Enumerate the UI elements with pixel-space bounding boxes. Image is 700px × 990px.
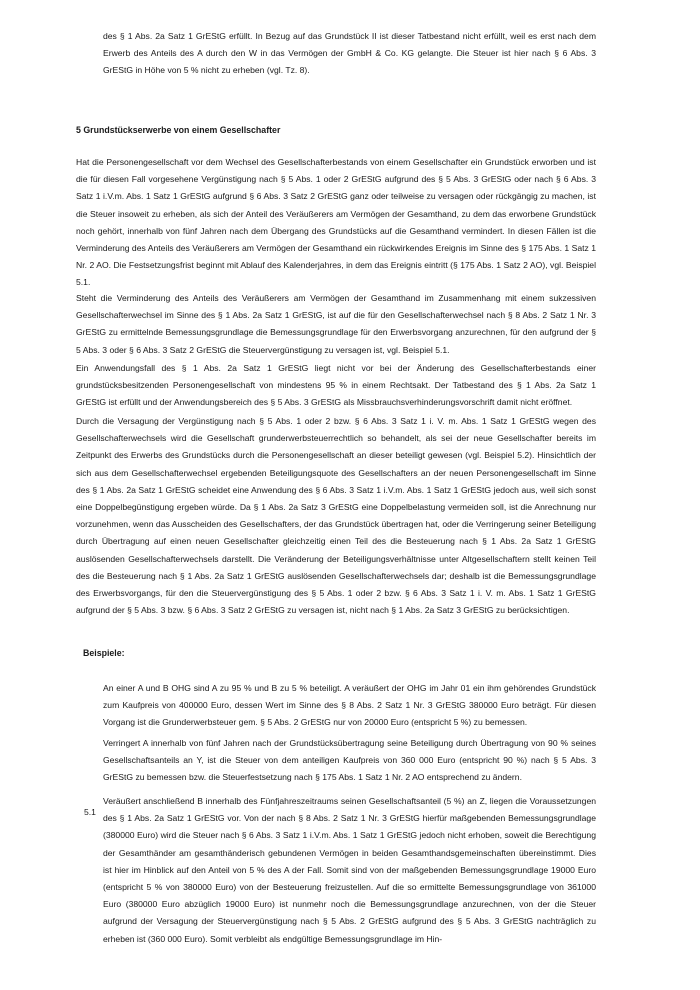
body-paragraph-3: Ein Anwendungsfall des § 1 Abs. 2a Satz 1 GrEStG liegt nicht vor bei der Änderung des Gesellschafterbestands einer grundstücksbesitzenden Personengesellschaft von mindestens 95 % in einem Rechtsakt. Der Tatbestand des § 1 Abs. 2a Satz 1 GrEStG ist erfüllt und der Anwendungsbereich des § 5 Abs. 3 GrEStG als Missbrauchsverhinderungsvorschrift damit nicht eröffnet.	[76, 363, 596, 408]
margin-number: 5.1	[84, 807, 96, 817]
examples-heading: Beispiele:	[83, 648, 125, 658]
section-heading: 5 Grundstückserwerbe von einem Gesellschafter	[76, 125, 281, 135]
example-paragraph-2: Verringert A innerhalb von fünf Jahren nach der Grundstücksübertragung seine Beteiligung durch Übertragung von 90 % seines Gesellschaftsanteils an Y, ist die Steuer von dem anteiligen Kaufpreis von 360 000 Euro (entspricht 90 %) nach § 5 Abs. 3 GrEStG zu bemessen bzw. die Steuerfestsetzung nach § 175 Abs. 1 Satz 1 Nr. 2 AO entsprechend zu ändern.	[103, 738, 596, 783]
example-paragraph-3: Veräußert anschließend B innerhalb des Fünfjahreszeitraums seinen Gesellschaftsanteil (5 %) an Z, liegen die Voraussetzungen des § 1 Abs. 2a Satz 1 GrEStG vor. Von der nach § 8 Abs. 2 Satz 1 Nr. 3 GrEStG hierfür maßgebenden Bemessungsgrundlage (380000 Euro) wird die Steuer nach § 6 Abs. 3 Satz 1 i.V.m. Abs. 1 Satz 1 GrEStG jedoch nicht erhoben, soweit die Berechtigung der Gesamthänder am gesamthänderisch gebundenen Vermögen in beiden Gesamthandsgemeinschaften übereinstimmt. Dies ist hier im Hinblick auf den Anteil von 5 % des A der Fall. Somit sind von der maßgebenden Bemessungsgrundlage 19000 Euro (entspricht 5 % von 380000 Euro) von der Besteuerung freizustellen. Auf die so ermittelte Bemessungsgrundlage von 361000 Euro (380000 Euro abzüglich 19000 Euro) ist nunmehr noch die Bemessungsgrundlage anzurechnen, von der die Steuer aufgrund der Versagung der Steuervergünstigung nach § 5 Abs. 2 GrEStG aufgrund des § 5 Abs. 3 GrEStG nachträglich zu erheben ist (360 000 Euro). Somit verbleibt als endgültige Bemessungsgrundlage im Hin-	[103, 796, 596, 944]
body-paragraph-2: Steht die Verminderung des Anteils des Veräußerers am Vermögen der Gesamthand im Zusammenhang mit einem sukzessiven Gesellschafterwechsel im Sinne des § 1 Abs. 2a Satz 1 GrEStG, ist auf die für den Gesellschafterwechsel nach § 8 Abs. 2 Satz 1 Nr. 3 GrEStG zu ermittelnde Bemessungsgrundlage die Bemessungsgrundlage für den Erwerbsvorgang anzurechnen, für den aufgrund der § 5 Abs. 3 oder § 6 Abs. 3 Satz 2 GrEStG die Steuervergünstigung zu versagen ist, vgl. Beispiel 5.1.	[76, 293, 596, 355]
example-paragraph-1: An einer A und B OHG sind A zu 95 % und B zu 5 % beteiligt. A veräußert der OHG im Jahr 01 ein ihm gehörendes Grundstück zum Kaufpreis von 400000 Euro, dessen Wert im Sinne des § 8 Abs. 2 Satz 1 Nr. 3 GrEStG 380000 Euro beträgt. Für diesen Vorgang ist die Grunderwerbsteuer gem. § 5 Abs. 2 GrEStG nur von 20000 Euro (entspricht 5 %) zu bemessen.	[103, 683, 596, 728]
intro-paragraph: des § 1 Abs. 2a Satz 1 GrEStG erfüllt. In Bezug auf das Grundstück II ist dieser Tatbestand nicht erfüllt, weil es erst nach dem Erwerb des Anteils des A durch den W in das Vermögen der GmbH & Co. KG gelangte. Die Steuer ist hier nach § 6 Abs. 3 GrEStG in Höhe von 5 % nicht zu erheben (vgl. Tz. 8).	[103, 31, 596, 76]
body-paragraph-1: Hat die Personengesellschaft vor dem Wechsel des Gesellschafterbestands von einem Gesellschafter ein Grundstück erworben und ist die für diesen Fall vorgesehene Vergünstigung nach § 5 Abs. 1 oder 2 GrEStG aufgrund des § 5 Abs. 3 GrEStG oder nach § 6 Abs. 3 Satz 1 i.V.m. Abs. 1 Satz 1 GrEStG aufgrund § 6 Abs. 3 Satz 2 GrEStG ganz oder teilweise zu versagen oder rückgängig zu machen, ist die Steuer insoweit zu erheben, als sich der Anteil des Veräußerers am Vermögen der Gesamthand, zu dem das erworbene Grundstück noch gehört, innerhalb von fünf Jahren nach dem Übergang des Grundstücks auf die Gesamthand vermindert. In diesen Fällen ist die Verminderung des Anteils des Veräußerers am Vermögen der Gesamthand ein rückwirkendes Ereignis im Sinne des § 175 Abs. 1 Satz 1 Nr. 2 AO. Die Festsetzungsfrist beginnt mit Ablauf des Kalenderjahres, in dem das Ereignis eintritt (§ 175 Abs. 1 Satz 2 AO), vgl. Beispiel 5.1.	[76, 157, 596, 288]
body-paragraph-4: Durch die Versagung der Vergünstigung nach § 5 Abs. 1 oder 2 bzw. § 6 Abs. 3 Satz 1 i. V. m. Abs. 1 Satz 1 GrEStG wegen des Gesellschafterwechsels wird die Gesellschaft grunderwerbsteuerrechtlich so behandelt, als sei der neue Gesellschafter bereits im Zeitpunkt des Erwerbs des Grundstücks durch die Personengesellschaft an dieser beteiligt gewesen (vgl. Beispiel 5.2). Hinsichtlich der sich aus dem Gesellschafterwechsel ergebenden Beteiligungsquote des Gesellschafters an der neuen Personengesellschaft im Sinne des § 1 Abs. 2a Satz 1 GrEStG scheidet eine Anwendung des § 6 Abs. 3 Satz 1 i.V.m. Abs. 1 Satz 1 GrEStG jedoch aus, weil sich sonst eine Doppelbegünstigung ergeben würde. Da § 1 Abs. 2a Satz 3 GrEStG eine Doppelbelastung vermeiden soll, ist die Anrechnung nur vorzunehmen, wenn das Ausscheiden des Gesellschafters, der das Grundstück übertragen hat, oder die Verringerung seiner Beteiligung durch Übertragung auf einen neuen Gesellschafter gleichzeitig einen Teil des die Besteuerung nach § 1 Abs. 2a Satz 1 GrEStG auslösenden Gesellschafterwechsels darstellt. Die Veränderung der Beteiligungsverhältnisse unter Altgesellschaftern stellt keinen Teil des die Besteuerung nach § 1 Abs. 2a Satz 1 GrEStG auslösenden Gesellschafterwechsels dar; deshalb ist die Bemessungsgrundlage des Erwerbsvorgangs, für den die Steuervergünstigung des § 5 Abs. 1 oder 2 bzw. § 6 Abs. 3 Satz 1 i. V. m. Abs. 1 Satz 1 GrEStG aufgrund der § 5 Abs. 3 bzw. § 6 Abs. 3 Satz 2 GrEStG zu versagen ist, nicht nach § 1 Abs. 2a Satz 3 GrEStG zu berücksichtigen.	[76, 416, 596, 616]
